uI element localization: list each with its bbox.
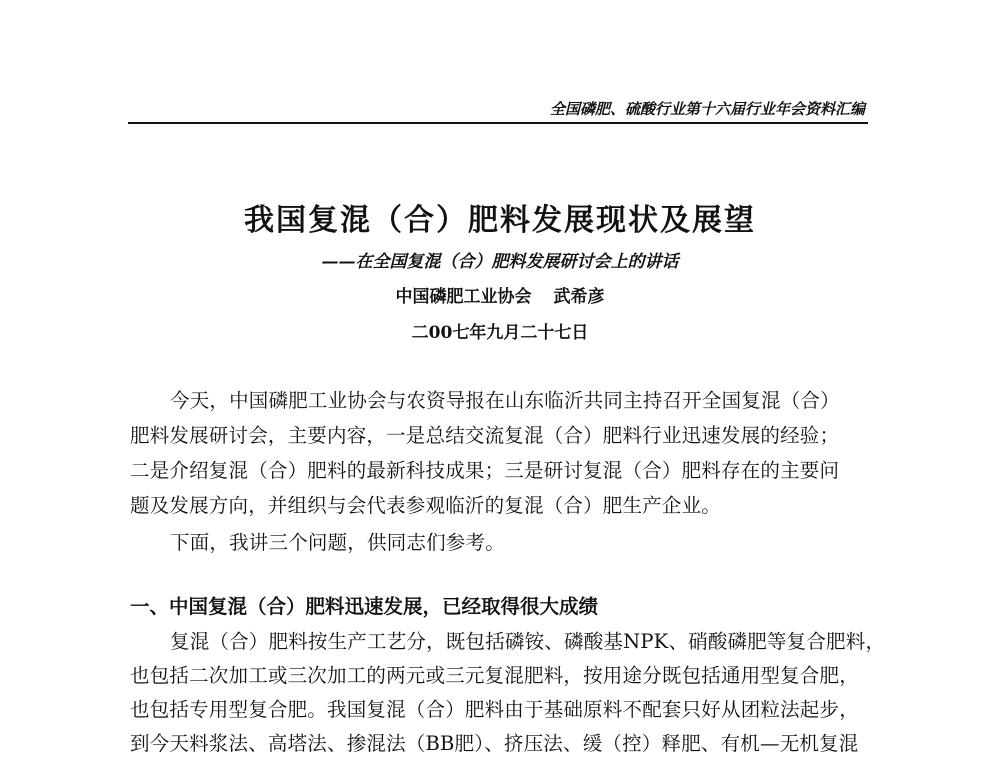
intro-line-4: 题及发展方向，并组织与会代表参观临沂的复混（合）肥生产企业。 [130,494,722,517]
author-organization: 中国磷肥工业协会 [395,287,532,307]
second-paragraph: 下面，我讲三个问题，供同志们参考。 [170,531,505,554]
article-subtitle: ——在全国复混（合）肥料发展研讨会上的讲话 [321,252,679,272]
intro-line-1: 今天，中国磷肥工业协会与农资导报在山东临沂共同主持召开全国复混（合） [170,389,840,412]
author-name: 武希彦 [553,287,605,307]
intro-line-2: 肥料发展研讨会，主要内容，一是总结交流复混（合）肥料行业迅速发展的经验； [130,424,840,447]
article-title: 我国复混（合）肥料发展现状及展望 [244,203,756,238]
section-1-line-3: 也包括专用型复合肥。我国复混（合）肥料由于基础原料不配套只好从团粒法起步， [130,698,859,721]
article-date: 二00七年九月二十七日 [411,323,589,343]
header-rule [128,122,868,124]
section-1-line-4: 到今天料浆法、高塔法、掺混法（BB肥）、挤压法、缓（控）释肥、有机—无机复混 [130,732,859,755]
intro-line-3: 二是介绍复混（合）肥料的最新科技成果；三是研讨复混（合）肥料存在的主要问 [130,459,840,482]
section-1-heading: 一、中国复混（合）肥料迅速发展，已经取得很大成绩 [130,595,599,618]
author-line [130,282,870,307]
section-1-line-2: 也包括二次加工或三次加工的两元或三元复混肥料，按用途分既包括通用型复合肥， [130,664,859,687]
running-header: 全国磷肥、硫酸行业第十六届行业年会资料汇编 [549,100,865,118]
section-1-line-1: 复混（合）肥料按生产工艺分，既包括磷铵、磷酸基NPK、硝酸磷肥等复合肥料， [170,630,886,653]
